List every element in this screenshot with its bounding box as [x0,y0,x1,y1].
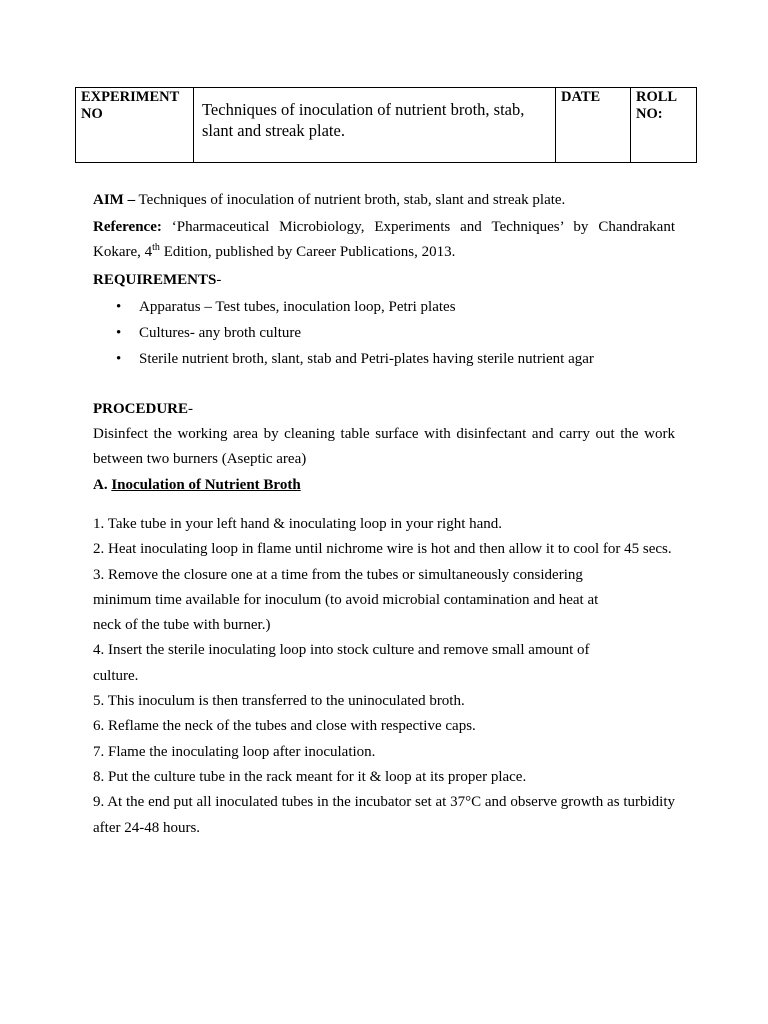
roll-no-cell [631,88,697,163]
requirement-text: Sterile nutrient broth, slant, stab and Petri-plates having sterile nutrient agar [139,351,594,367]
requirements-list [93,294,675,372]
procedure-step: neck of the tube with burner.) [93,617,271,634]
aim-label: AIM – [93,192,136,208]
bullet-icon: • [116,325,122,341]
list-item [93,294,675,320]
requirement-text: Cultures- any broth culture [139,325,302,341]
experiment-no-label: EXPERIMENT NO [81,89,180,122]
procedure-step: culture. [93,667,139,684]
procedure-heading-text: PROCEDURE [93,401,189,417]
procedure-heading [93,397,675,422]
procedure-step: 4. Insert the sterile inoculating loop into stock culture and remove small amount of [93,642,590,659]
procedure-step: minimum time available for inoculum (to avoid microbial contamination and heat at [93,591,599,608]
reference-text: ‘Pharmaceutical Microbiology, Experiments and Techniques’ by Chandrakant Kokare, 4 [93,219,675,261]
experiment-title: Techniques of inoculation of nutrient broth, stab, slant and streak plate. [202,100,525,140]
experiment-title-cell [194,88,556,163]
section-a-heading [93,473,675,498]
bullet-icon: • [116,299,122,315]
section-a-title: Inoculation of Nutrient Broth [111,477,301,493]
requirements-heading-text: REQUIREMENTS [93,272,217,288]
reference-paragraph [93,215,675,266]
procedure-intro: Disinfect the working area by cleaning table surface with disinfectant and carry out the work between two burners (Aseptic area) [93,426,675,468]
requirements-heading [93,268,675,293]
reference-text-end: Edition, published by Career Publications, 2013. [159,244,456,261]
procedure-step: 6. Reflame the neck of the tubes and close with respective caps. [93,718,476,735]
section-a-prefix: A. [93,477,112,493]
requirement-text: Apparatus – Test tubes, inoculation loop, Petri plates [139,299,456,315]
procedure-step: 3. Remove the closure one at a time from the tubes or simultaneously considering [93,566,583,583]
date-cell [556,88,631,163]
roll-no-label: ROLL NO: [636,89,677,122]
reference-label: Reference: [93,219,162,235]
aim-text: Techniques of inoculation of nutrient broth, stab, slant and streak plate. [135,192,566,208]
procedure-step: 2. Heat inoculating loop in flame until nichrome wire is hot and then allow it to cool for 45 secs. [93,541,672,558]
reference-edition-superscript: th [152,242,160,254]
procedure-heading-suffix: - [188,401,194,417]
requirements-heading-suffix: - [216,272,222,288]
experiment-no-cell [76,88,194,163]
requirements-list-wrap [93,294,675,372]
procedure-step: 7. Flame the inoculating loop after inoculation. [93,743,376,760]
procedure-step: 1. Take tube in your left hand & inoculating loop in your right hand. [93,516,503,532]
list-item [93,346,675,372]
experiment-header-table [75,87,697,163]
bullet-icon: • [116,351,122,367]
procedure-step: 9. At the end put all inoculated tubes in the incubator set at 37°C and observe growth as turbidity after 24-48 hours. [93,794,675,836]
aim-paragraph [93,188,675,213]
section-a-steps [93,512,675,841]
date-label: DATE [561,89,601,105]
list-item [93,320,675,346]
procedure-step: 5. This inoculum is then transferred to the uninoculated broth. [93,693,465,710]
procedure-step: 8. Put the culture tube in the rack meant for it & loop at its proper place. [93,768,527,785]
